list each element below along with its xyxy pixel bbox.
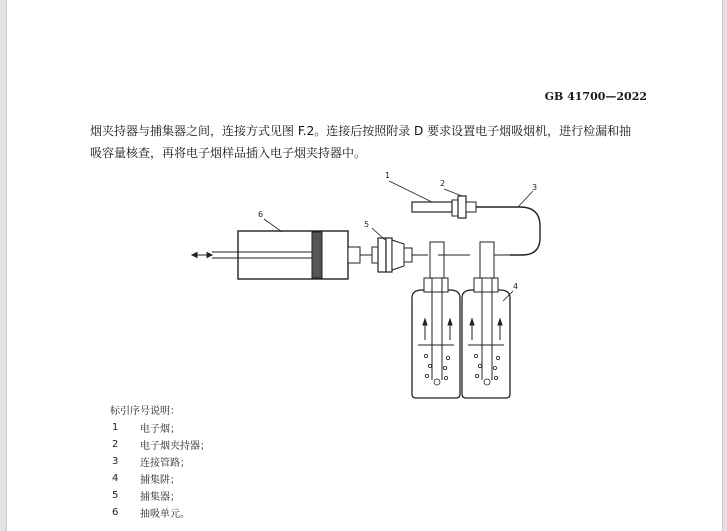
legend-item: [110, 504, 410, 521]
legend-text: 电子烟夹持器；: [140, 441, 210, 452]
legend-item: [110, 436, 410, 453]
pumping-unit: [212, 231, 372, 279]
legend-num: 3: [112, 456, 119, 467]
callout-6: 6: [258, 210, 264, 219]
ecig-holder: [452, 196, 476, 218]
legend-text: 捕集器；: [140, 492, 180, 503]
legend-item: [110, 453, 410, 470]
legend-text: 抽吸单元。: [140, 509, 190, 520]
impinger-bottles: [412, 242, 510, 398]
figure-legend: [110, 402, 410, 521]
body-line-2: 吸容量核查，再将电子烟样品插入电子烟夹持器中。: [90, 146, 367, 160]
airflow-arrow: [192, 253, 212, 258]
callout-5: 5: [364, 220, 370, 229]
legend-num: 6: [112, 507, 119, 518]
callout-2: 2: [440, 179, 446, 188]
legend-item: [110, 487, 410, 504]
callout-3: 3: [532, 183, 538, 192]
legend-item: [110, 470, 410, 487]
standard-number: GB 41700—2022: [544, 90, 647, 103]
legend-heading: 标引序号说明：: [110, 406, 180, 417]
callout-1: 1: [385, 171, 391, 180]
legend-num: 5: [112, 490, 119, 501]
callout-4: 4: [513, 282, 519, 291]
legend-text: 连接管路；: [140, 458, 190, 469]
trap-filter-holder: [372, 238, 428, 272]
legend-num: 4: [112, 473, 119, 484]
legend-num: 1: [112, 422, 119, 433]
ecigarette: [412, 202, 452, 212]
body-line-1: 烟夹持器与捕集器之间，连接方式见图 F.2。连接后按照附录 D 要求设置电子烟吸烟机，进行检漏和抽: [90, 124, 632, 138]
legend-item: [110, 419, 410, 436]
legend-num: 2: [112, 439, 119, 450]
legend-text: 电子烟；: [140, 424, 180, 435]
legend-text: 捕集阱；: [140, 475, 180, 486]
